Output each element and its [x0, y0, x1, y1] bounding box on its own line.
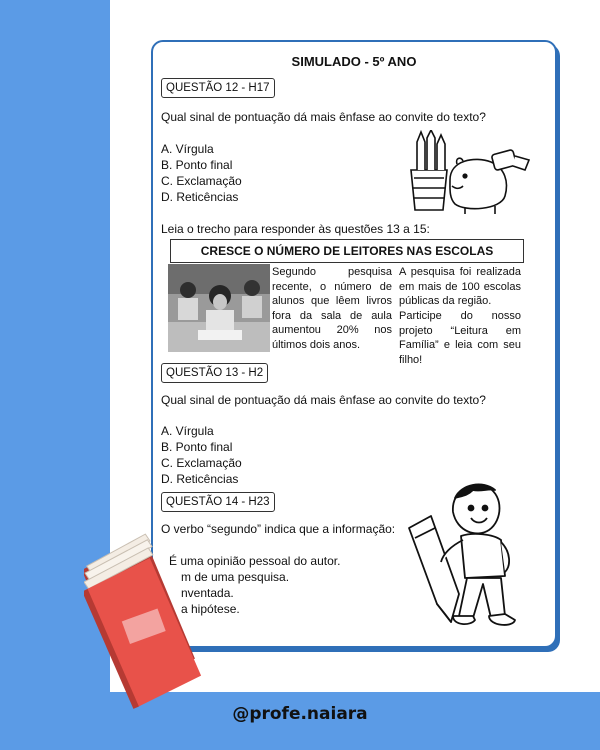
- q12-option-c: C. Exclamação: [161, 174, 242, 188]
- instagram-handle: @profe.naiara: [232, 704, 368, 724]
- page-title: SIMULADO - 5º ANO: [291, 54, 417, 69]
- article-column-2a: A pesquisa foi realizada em mais de 100 escolas públicas da região.: [399, 266, 521, 307]
- red-book-icon: [84, 524, 204, 710]
- q14-option-d: a hipótese.: [181, 602, 240, 616]
- q14-option-a: É uma opinião pessoal do autor.: [169, 554, 341, 568]
- q13-option-a: A. Vírgula: [161, 424, 214, 438]
- classroom-photo: [168, 264, 270, 352]
- question-12-text: Qual sinal de pontuação dá mais ênfase ao convite do texto?: [161, 110, 486, 124]
- article-column-2b: Participe do nosso projeto “Leitura em Família” e leia com seu filho!: [399, 310, 521, 366]
- boy-with-pencil-illustration: [401, 476, 531, 634]
- q12-option-a: A. Vírgula: [161, 142, 214, 156]
- question-12-label: QUESTÃO 12 - H17: [161, 78, 275, 98]
- question-14-label: QUESTÃO 14 - H23: [161, 492, 275, 512]
- q13-option-d: D. Reticências: [161, 472, 239, 486]
- q13-option-b: B. Ponto final: [161, 440, 233, 454]
- q13-option-c: C. Exclamação: [161, 456, 242, 470]
- q14-option-c: nventada.: [181, 586, 234, 600]
- q14-option-b: m de uma pesquisa.: [181, 570, 290, 584]
- article-column-1: Segundo pesquisa recente, o número de alunos que lêem livros fora da sala de aula aumentou 20% nos últimos dois anos.: [272, 266, 392, 351]
- reading-intro: Leia o trecho para responder às questões 13 a 15:: [161, 222, 430, 236]
- question-13-text: Qual sinal de pontuação dá mais ênfase ao convite do texto?: [161, 393, 486, 407]
- q12-option-d: D. Reticências: [161, 190, 239, 204]
- worksheet-card: [151, 40, 557, 648]
- article-headline: CRESCE O NÚMERO DE LEITORES NAS ESCOLAS: [170, 239, 524, 263]
- pencil-cup-capybara-illustration: [405, 130, 535, 214]
- question-14-text: O verbo “segundo” indica que a informação:: [161, 522, 396, 536]
- question-13-label: QUESTÃO 13 - H2: [161, 363, 268, 383]
- q12-option-b: B. Ponto final: [161, 158, 233, 172]
